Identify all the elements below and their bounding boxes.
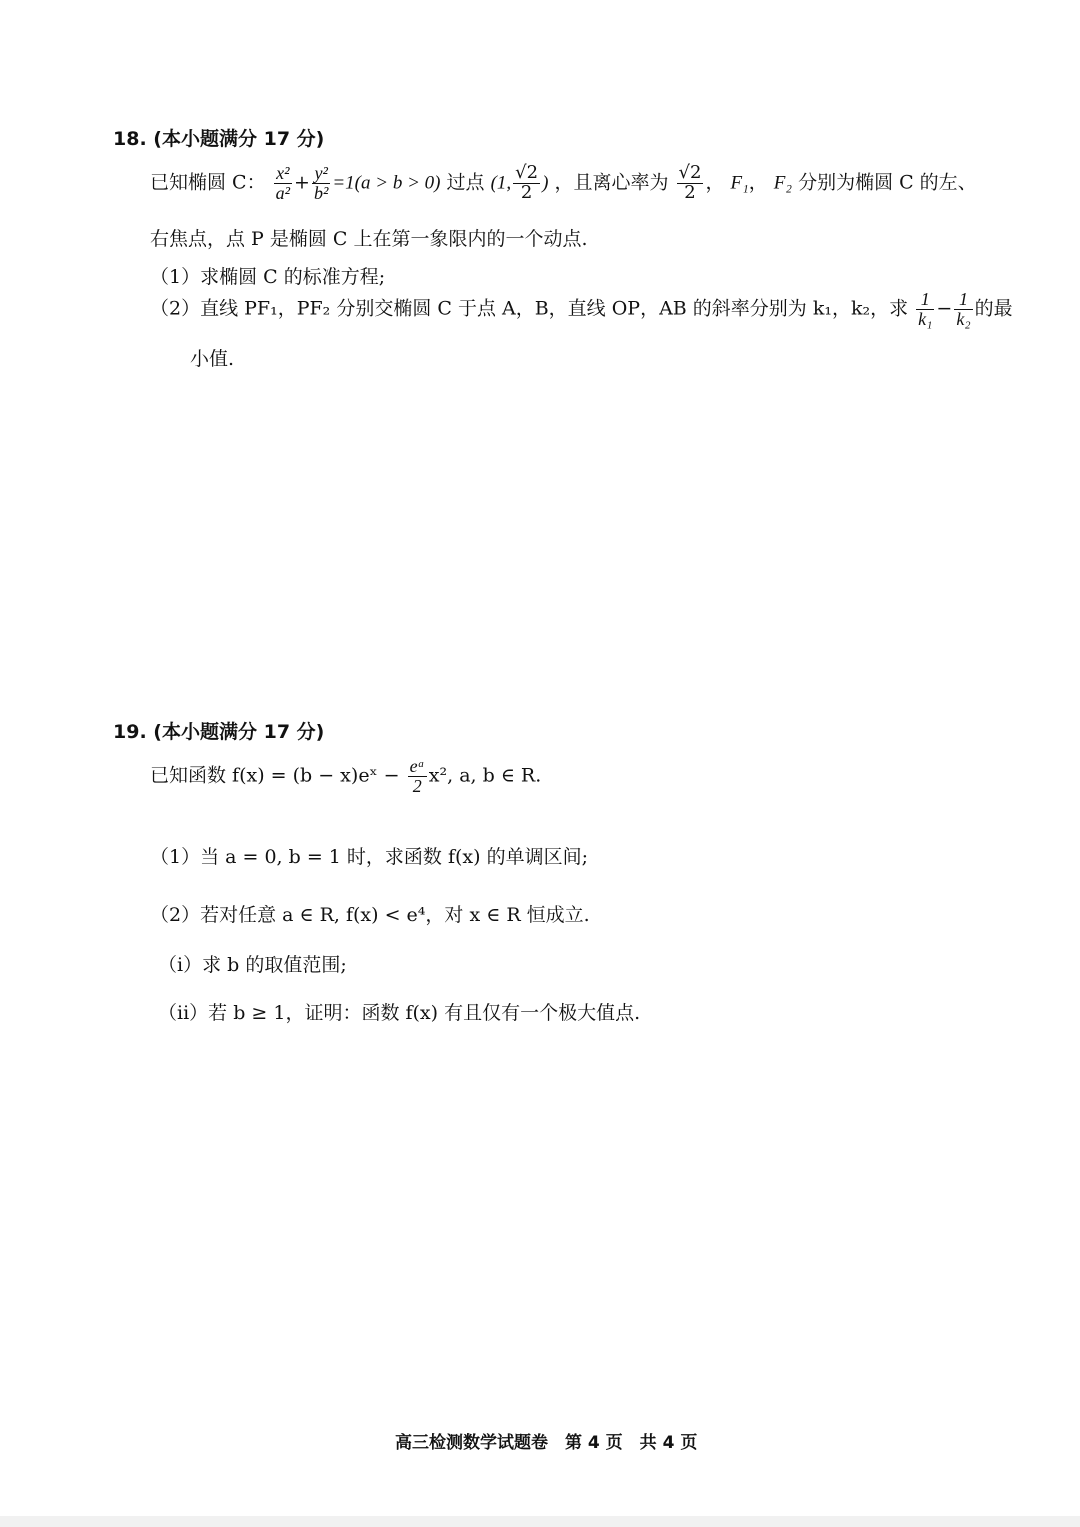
- q18-part1: （1）求椭圆 C 的标准方程;: [150, 266, 386, 288]
- q18-stem-line1: [150, 164, 977, 203]
- q18-frac-k2: $\frac{1}{\text{k₂}}$: [956, 289, 971, 329]
- q18-part2-text1: （2）直线 PF₁，PF₂ 分别交椭圆 C 于点 A，B，直线 OP，AB 的斜率分别为 k₁，k₂，求: [150, 297, 909, 320]
- q18-minus: −: [936, 297, 953, 320]
- q18-part2-text2: 的最: [974, 297, 1013, 320]
- q19-part2: （2）若对任意 a ∈ R, f(x) < e⁴，对 x ∈ R 恒成立.: [150, 904, 590, 926]
- q19-part2-ii: （ii）若 b ≥ 1，证明：函数 f(x) 有且仅有一个极大值点.: [158, 1002, 641, 1024]
- q18-F2: F₂: [773, 172, 793, 194]
- q18-stem-text5: ，: [748, 171, 768, 194]
- q19-score: (本小题满分 17 分): [153, 721, 325, 743]
- q18-part2-cont: 小值.: [190, 348, 235, 370]
- scan-edge: [0, 1516, 1080, 1527]
- q18-stem-text3: ，且离心率为: [554, 171, 669, 194]
- q19-stem-text2: x², a, b ∈ R.: [428, 764, 542, 787]
- q18-frac-point: $\frac{√2}{2}$: [515, 162, 539, 203]
- q18-F1: F₁: [730, 172, 749, 194]
- q18-stem-text6: 分别为椭圆 C 的左、: [798, 171, 977, 194]
- q18-stem-text2: 过点: [446, 171, 485, 194]
- q19-part1: （1）当 a = 0, b = 1 时，求函数 f(x) 的单调区间;: [150, 846, 588, 868]
- q18-point-close: ): [542, 172, 549, 194]
- q18-point-open: (1,: [490, 172, 512, 194]
- q19-number: 19.: [113, 721, 147, 743]
- q18-stem-line2: 右焦点，点 P 是椭圆 C 上在第一象限内的一个动点.: [150, 228, 588, 250]
- q19-header: [113, 717, 324, 744]
- q18-score: (本小题满分 17 分): [153, 128, 325, 150]
- q19-part2-i: （i）求 b 的取值范围;: [158, 954, 347, 976]
- q19-stem: [150, 757, 541, 796]
- q18-frac-ecc: $\frac{√2}{2}$: [678, 162, 702, 203]
- q18-frac-x: $\frac{\text{x²}}{\text{a²}}$: [275, 163, 291, 203]
- q18-stem-text4: ，: [705, 171, 725, 194]
- q18-eq: =1(a > b > 0): [332, 172, 441, 194]
- q18-frac-y: $\frac{\text{y²}}{\text{b²}}$: [313, 163, 329, 203]
- q18-header: [113, 124, 324, 151]
- q18-part2: [150, 290, 1013, 329]
- q18-number: 18.: [113, 128, 147, 150]
- q19-stem-text1: 已知函数 f(x) = (b − x)eˣ −: [150, 764, 400, 787]
- q19-frac-ea: $\frac{\text{eᵃ}}{2}$: [409, 756, 425, 796]
- page-footer: 高三检测数学试题卷 第 4 页 共 4 页: [395, 1433, 698, 1453]
- q18-stem-text1: 已知椭圆 C：: [150, 171, 266, 194]
- q18-plus: +: [294, 171, 310, 194]
- q18-frac-k1: $\frac{1}{\text{k₁}}$: [918, 289, 933, 329]
